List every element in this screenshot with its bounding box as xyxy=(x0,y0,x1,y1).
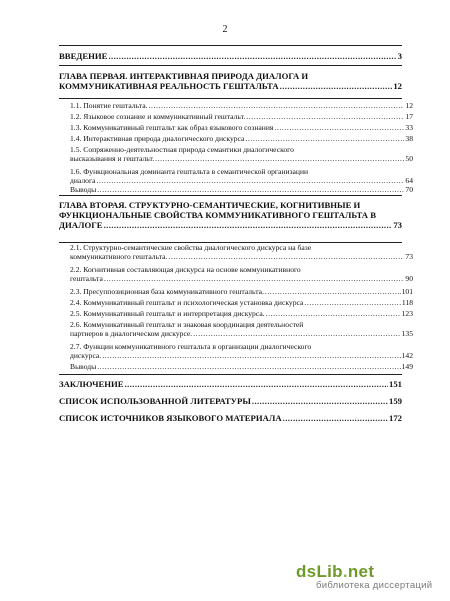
toc-item-title: 2.2. Когнитивная составляющая дискурса на основе коммуникативного xyxy=(70,265,301,274)
toc-item[interactable] xyxy=(59,299,413,308)
toc-page: 12 xyxy=(393,81,402,91)
chapter-title: ГЛАВА ПЕРВАЯ. ИНТЕРАКТИВНАЯ ПРИРОДА ДИАЛОГА И xyxy=(59,71,309,81)
toc-item[interactable] xyxy=(59,102,413,111)
toc-page: 135 xyxy=(401,328,413,338)
toc-item[interactable] xyxy=(59,135,413,144)
toc-item-title: 1.5. Сопряженно-деятельностная природа семантики диалогического xyxy=(70,145,294,154)
toc-page: 101 xyxy=(401,287,413,296)
toc-title: ЗАКЛЮЧЕНИЕ xyxy=(59,379,124,389)
toc-item-title: высказывания и гештальт. xyxy=(70,153,155,163)
toc-page: 151 xyxy=(388,379,402,389)
toc-page: 64 xyxy=(405,175,413,185)
toc-page: 123 xyxy=(401,309,413,318)
toc-item[interactable] xyxy=(59,288,413,297)
toc-page: 38 xyxy=(405,134,413,143)
toc-page: 149 xyxy=(401,362,413,371)
toc-item-title: 2.5. Коммуникативный гештальт и интерпретация дискурса. xyxy=(70,309,265,318)
toc-entry-references[interactable] xyxy=(59,396,402,406)
toc-entry-sources[interactable] xyxy=(59,413,402,423)
toc-page: 159 xyxy=(388,396,402,406)
watermark-brand: dsLib.net xyxy=(296,562,375,581)
dslib-watermark[interactable] xyxy=(296,562,446,591)
toc-item-title: 2.3. Пресуппозиционная база коммуникативного гештальта. xyxy=(70,287,264,296)
toc-item-title: дискурса. xyxy=(70,350,102,360)
toc-page: 33 xyxy=(405,123,413,132)
divider xyxy=(59,45,402,46)
toc-item-title: 1.1. Понятие гештальта. xyxy=(70,101,148,110)
toc-item-title: 1.2. Языковое сознание и коммуникативный гештальт. xyxy=(70,112,246,121)
divider xyxy=(59,195,402,196)
toc-item-title: партнеров в диалогическом дискурсе. xyxy=(70,328,193,338)
toc-page: 118 xyxy=(401,298,413,307)
toc-item-title: 2.4. Коммуникативный гештальт и психологическая установка дискурса xyxy=(70,298,304,307)
toc-entry-chapter1[interactable] xyxy=(59,71,402,91)
toc-item-title: диалога xyxy=(70,175,96,185)
toc-page: 50 xyxy=(405,153,413,163)
chapter-title: КОММУНИКАТИВНАЯ РЕАЛЬНОСТЬ ГЕШТАЛЬТА xyxy=(59,81,279,91)
toc-page: 73 xyxy=(405,251,413,261)
toc-item-title: 2.7. Функции коммуникативного гештальта в организации диалогического xyxy=(70,342,312,351)
toc-item-title: 2.6. Коммуникативный гештальт и знаковая координация деятельностей xyxy=(70,320,304,329)
toc-page: 73 xyxy=(393,220,402,230)
toc-item-title: 1.4. Интерактивная природа диалогического дискурса xyxy=(70,134,245,143)
chapter-title: ГЛАВА ВТОРАЯ. СТРУКТУРНО-СЕМАНТИЧЕСКИЕ, КОГНИТИВНЫЕ И xyxy=(59,200,361,210)
toc-item[interactable] xyxy=(59,244,413,261)
chapter-title: ФУНКЦИОНАЛЬНЫЕ СВОЙСТВА КОММУНИКАТИВНОГО ГЕШТАЛЬТА В xyxy=(59,210,377,220)
toc-item-title: Выводы xyxy=(70,362,97,371)
toc-page: 70 xyxy=(405,185,413,194)
toc-entry-intro[interactable] xyxy=(59,51,402,61)
divider xyxy=(59,98,402,99)
toc-title: ВВЕДЕНИЕ xyxy=(59,51,108,61)
toc-item[interactable] xyxy=(59,310,413,319)
toc-item-title: 1.6. Функциональная доминанта гештальта в семантической организации xyxy=(70,167,309,176)
toc-item[interactable] xyxy=(59,343,413,360)
divider xyxy=(59,65,402,66)
chapter-title: ДИАЛОГЕ xyxy=(59,220,103,230)
toc-item[interactable] xyxy=(59,363,413,372)
toc-item[interactable] xyxy=(59,168,413,185)
toc-title: СПИСОК ИСПОЛЬЗОВАННОЙ ЛИТЕРАТУРЫ xyxy=(59,396,251,406)
toc-item[interactable] xyxy=(59,146,413,163)
toc-item[interactable] xyxy=(59,266,413,283)
toc-entry-chapter2[interactable] xyxy=(59,200,402,230)
toc-page: 172 xyxy=(388,413,402,423)
page-number: 2 xyxy=(222,24,228,35)
toc-item-title: коммуникативного гештальта. xyxy=(70,251,168,261)
divider xyxy=(59,374,402,375)
toc-item-title: гештальта xyxy=(70,273,103,283)
toc-item[interactable] xyxy=(59,124,413,133)
toc-item[interactable] xyxy=(59,321,413,338)
toc-page: 17 xyxy=(405,112,413,121)
toc-page: 12 xyxy=(405,101,413,110)
toc-title: СПИСОК ИСТОЧНИКОВ ЯЗЫКОВОГО МАТЕРИАЛА xyxy=(59,413,282,423)
toc-item[interactable] xyxy=(59,186,413,195)
toc-page: 3 xyxy=(397,51,402,61)
toc-item-title: Выводы xyxy=(70,185,97,194)
toc-page: 142 xyxy=(401,350,413,360)
toc-page: 90 xyxy=(405,273,413,283)
toc-item-title: 2.1. Структурно-семантические свойства диалогического дискурса на базе xyxy=(70,243,312,252)
watermark-tagline: библиотека диссертаций xyxy=(316,580,433,591)
toc-entry-conclusion[interactable] xyxy=(59,379,402,389)
toc-item[interactable] xyxy=(59,113,413,122)
toc-item-title: 1.3. Коммуникативный гештальт как образ языкового сознания xyxy=(70,123,274,132)
